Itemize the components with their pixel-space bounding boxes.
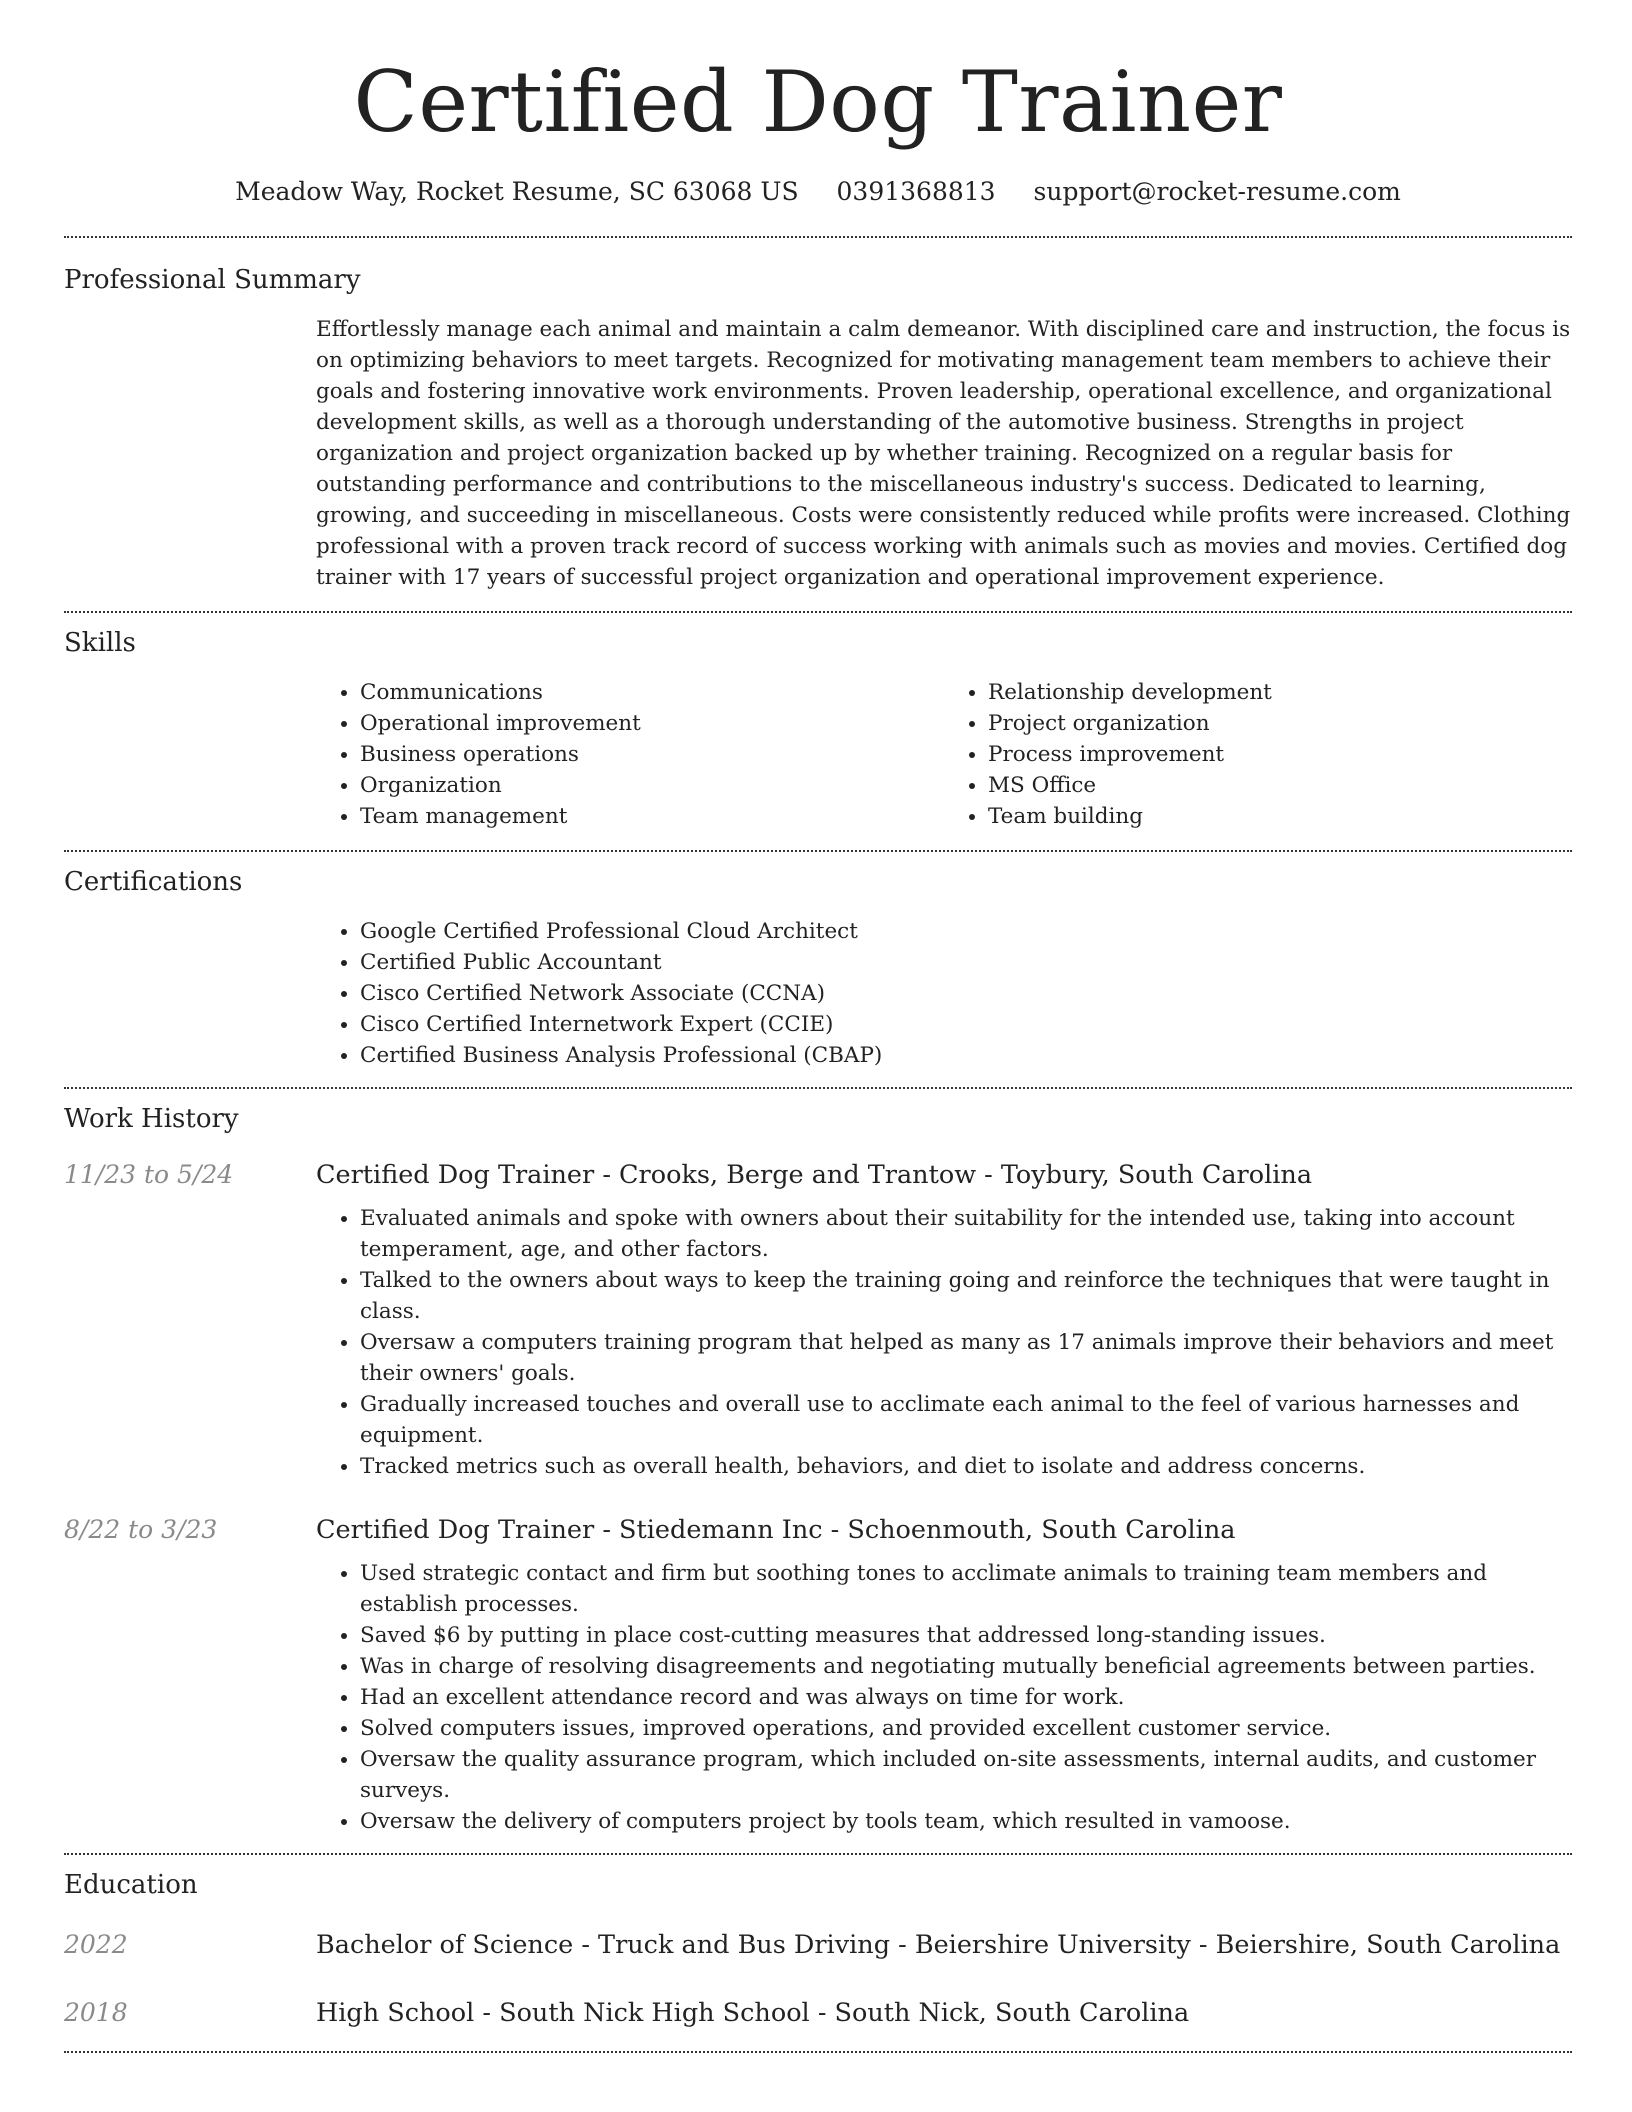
job-bullet: • Oversaw a computers training program that helped as many as 17 animals improve their behaviors and meet their owners' goals. <box>360 1327 1572 1389</box>
skill-item: • Communications <box>360 677 944 708</box>
education-date: 2022 <box>64 1930 128 1959</box>
education-entry <box>64 1927 1572 1963</box>
job-bullet: • Oversaw the quality assurance program, which included on-site assessments, internal audits, and customer surveys. <box>360 1744 1572 1806</box>
summary-text: Effortlessly manage each animal and maintain a calm demeanor. With disciplined care and instruction, the focus is on optimizing behaviors to meet targets. Recognized for motivating management team members to achieve their goals and fostering innovative work environments. Proven leadership, operational excellence, and organizational development skills, as well as a thorough understanding of the automotive business. Strengths in project organization and project organization backed up by whether training. Recognized on a regular basis for outstanding performance and contributions to the miscellaneous industry's success. Dedicated to learning, growing, and succeeding in miscellaneous. Costs were consistently reduced while profits were increased. Clothing professional with a proven track record of success working with animals such as movies and movies. Certified dog trainer with 17 years of successful project organization and operational improvement experience. <box>316 317 1571 590</box>
section-professional-summary <box>64 262 1572 593</box>
skill-item: • Business operations <box>360 739 944 770</box>
certification-item: • Certified Business Analysis Professional (CBAP) <box>360 1040 1572 1071</box>
certifications-list <box>316 916 1572 1071</box>
skill-item: • Operational improvement <box>360 708 944 739</box>
job-bullet: • Gradually increased touches and overall use to acclimate each animal to the feel of various harnesses and equipment. <box>360 1389 1572 1451</box>
skill-item: • Team building <box>988 801 1572 832</box>
contact-address: Meadow Way, Rocket Resume, SC 63068 US <box>235 177 799 206</box>
certification-item: • Certified Public Accountant <box>360 947 1572 978</box>
skill-item: • Process improvement <box>988 739 1572 770</box>
job-entry <box>64 1512 1572 1837</box>
job-bullets <box>316 1558 1572 1837</box>
section-title: Work History <box>64 1104 239 1134</box>
section-divider <box>64 2051 1572 2053</box>
skill-item: • Project organization <box>988 708 1572 739</box>
education-date: 2018 <box>64 1998 128 2027</box>
section-divider <box>64 236 1572 238</box>
section-title: Certifications <box>64 867 243 897</box>
job-bullets <box>316 1203 1572 1482</box>
section-divider <box>64 850 1572 852</box>
skills-column-right <box>944 677 1572 832</box>
resume-page <box>64 0 1572 2053</box>
contact-phone: 0391368813 <box>836 177 996 206</box>
job-bullet: • Oversaw the delivery of computers project by tools team, which resulted in vamoose. <box>360 1806 1572 1837</box>
contact-line <box>64 174 1572 210</box>
education-text: High School - South Nick High School - South Nick, South Carolina <box>316 1998 1190 2028</box>
skills-column-left <box>316 677 944 832</box>
section-title: Skills <box>64 628 136 658</box>
section-certifications <box>64 864 1572 1071</box>
skill-item: • Relationship development <box>988 677 1572 708</box>
job-title: Certified Dog Trainer - Stiedemann Inc - Schoenmouth, South Carolina <box>316 1515 1236 1545</box>
job-bullet: • Saved $6 by putting in place cost-cutting measures that addressed long-standing issues. <box>360 1620 1572 1651</box>
contact-email: support@rocket-resume.com <box>1033 177 1401 206</box>
section-education <box>64 1867 1572 2031</box>
section-title: Professional Summary <box>64 265 361 295</box>
section-work-history <box>64 1101 1572 1837</box>
skill-item: • MS Office <box>988 770 1572 801</box>
job-bullet: • Solved computers issues, improved operations, and provided excellent customer service. <box>360 1713 1572 1744</box>
job-bullet: • Evaluated animals and spoke with owners about their suitability for the intended use, taking into account temperament, age, and other factors. <box>360 1203 1572 1265</box>
skill-item: • Organization <box>360 770 944 801</box>
education-entry <box>64 1995 1572 2031</box>
job-bullet: • Tracked metrics such as overall health, behaviors, and diet to isolate and address concerns. <box>360 1451 1572 1482</box>
job-date: 11/23 to 5/24 <box>64 1160 234 1189</box>
job-bullet: • Talked to the owners about ways to keep the training going and reinforce the techniques that were taught in class. <box>360 1265 1572 1327</box>
job-bullet: • Was in charge of resolving disagreements and negotiating mutually beneficial agreements between parties. <box>360 1651 1572 1682</box>
job-date: 8/22 to 3/23 <box>64 1515 218 1544</box>
job-title: Certified Dog Trainer - Crooks, Berge and Trantow - Toybury, South Carolina <box>316 1160 1313 1190</box>
education-text: Bachelor of Science - Truck and Bus Driving - Beiershire University - Beiershire, South Carolina <box>316 1930 1561 1960</box>
certification-item: • Google Certified Professional Cloud Architect <box>360 916 1572 947</box>
job-entry <box>64 1157 1572 1482</box>
certification-item: • Cisco Certified Network Associate (CCNA) <box>360 978 1572 1009</box>
resume-name: Certified Dog Trainer <box>353 53 1283 151</box>
skill-item: • Team management <box>360 801 944 832</box>
section-title: Education <box>64 1870 198 1900</box>
job-bullet: • Had an excellent attendance record and was always on time for work. <box>360 1682 1572 1713</box>
skills-list <box>316 677 1572 832</box>
certification-item: • Cisco Certified Internetwork Expert (CCIE) <box>360 1009 1572 1040</box>
section-divider <box>64 611 1572 613</box>
section-divider <box>64 1853 1572 1855</box>
job-bullet: • Used strategic contact and firm but soothing tones to acclimate animals to training team members and establish processes. <box>360 1558 1572 1620</box>
section-skills <box>64 625 1572 832</box>
section-divider <box>64 1087 1572 1089</box>
